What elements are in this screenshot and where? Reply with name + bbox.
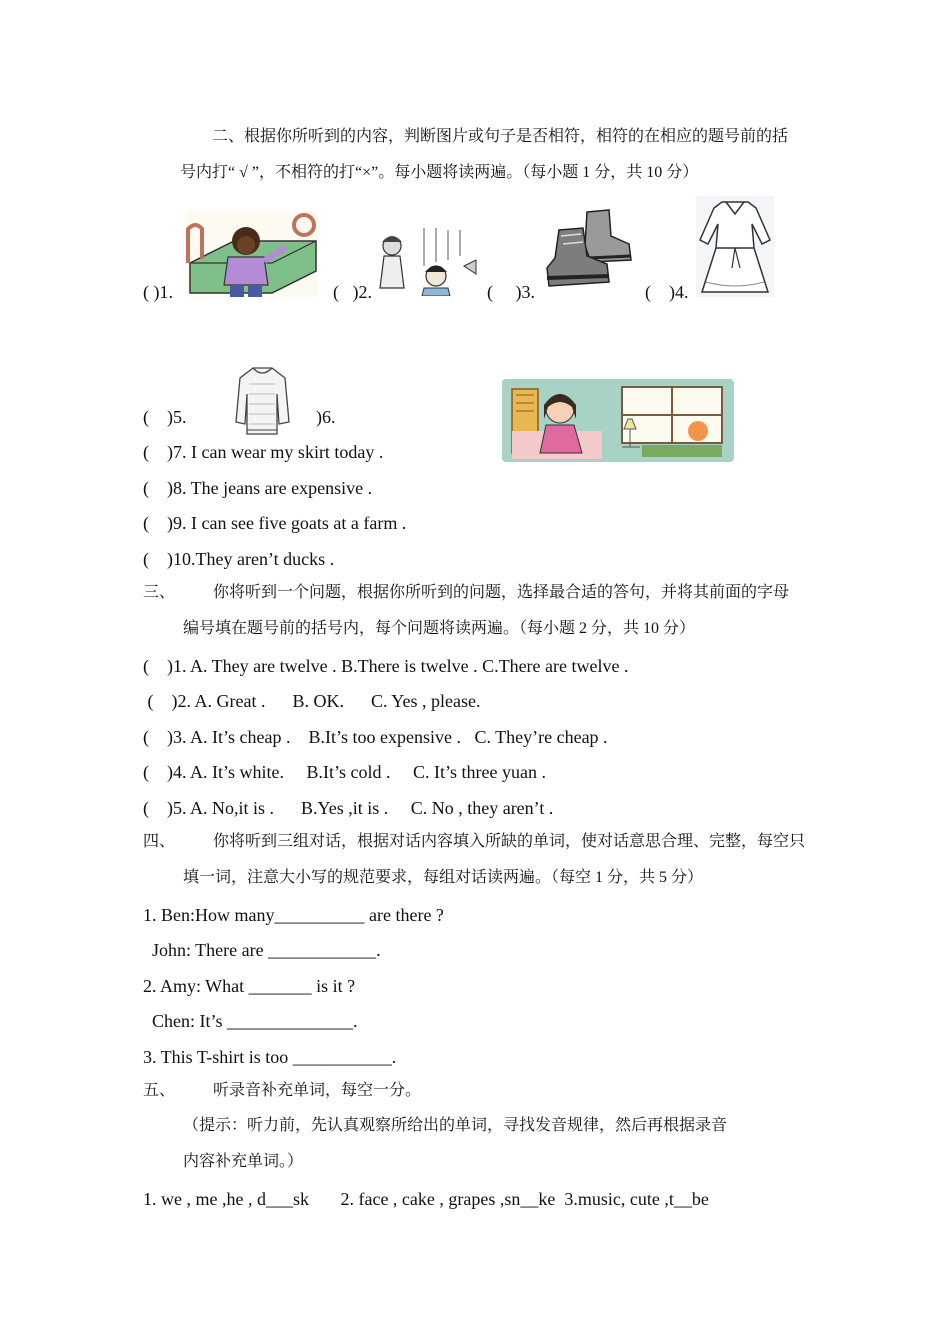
section3-heading-line1: 你将听到一个问题，根据你所听到的问题，选择最合适的答句，并将其前面的字母 xyxy=(213,584,790,601)
section2-item-7: ( )7. I can wear my skirt today . xyxy=(143,442,384,462)
section3-number: 三、 xyxy=(143,584,176,601)
section3-item-3: ( )3. A. It’s cheap . B.It’s too expensive . C. They’re cheap . xyxy=(143,727,608,747)
pic-label-5: ( )5. xyxy=(143,407,187,427)
section5-hint-line1: （提示：听力前，先认真观察所给出的单词，寻找发音规律，然后再根据录音 xyxy=(183,1117,728,1134)
section4-number: 四、 xyxy=(143,833,176,850)
girl-and-boy-picture xyxy=(376,226,482,296)
section5-heading: 听录音补充单词，每空一分。 xyxy=(213,1082,422,1099)
girl-on-bed-picture xyxy=(186,211,318,297)
section3-item-5: ( )5. A. No,it is . B.Yes ,it is . C. No , they aren’t . xyxy=(143,798,554,818)
section4-line-2: John: There are ____________. xyxy=(143,940,381,960)
section3-heading-line2: 编号填在题号前的括号内，每个问题将读两遍。（每小题 2 分，共 10 分） xyxy=(183,620,696,637)
boots-picture xyxy=(545,206,632,290)
section4-line-5: 3. This T-shirt is too ___________. xyxy=(143,1047,397,1067)
pic-label-3: ( )3. xyxy=(487,282,535,302)
section2-item-9: ( )9. I can see five goats at a farm . xyxy=(143,513,407,533)
section5-hint-line2: 内容补充单词。） xyxy=(183,1153,304,1170)
section5-number: 五、 xyxy=(143,1082,176,1099)
pic-label-2: ( )2. xyxy=(333,282,372,302)
girl-at-window-picture xyxy=(502,379,734,462)
section3-item-2: ( )2. A. Great . B. OK. C. Yes , please. xyxy=(143,691,481,711)
pic-label-6: )6. xyxy=(316,407,336,427)
sweater-picture xyxy=(235,364,290,439)
section4-line-3: 2. Amy: What _______ is it ? xyxy=(143,976,356,996)
section2-item-8: ( )8. The jeans are expensive . xyxy=(143,478,373,498)
pic-label-1: ( )1. xyxy=(143,282,173,302)
section4-line-1: 1. Ben:How many__________ are there ? xyxy=(143,905,444,925)
pic-label-4: ( )4. xyxy=(645,282,689,302)
section2-heading-line1: 二、根据你所听到的内容，判断图片或句子是否相符，相符的在相应的题号前的括 xyxy=(212,128,789,145)
section2-item-10: ( )10.They aren’t ducks . xyxy=(143,549,335,569)
section4-line-4: Chen: It’s ______________. xyxy=(143,1011,358,1031)
section4-heading-line2: 填一词，注意大小写的规范要求，每组对话读两遍。（每空 1 分，共 5 分） xyxy=(183,869,704,886)
section4-heading-line1: 你将听到三组对话，根据对话内容填入所缺的单词，使对话意思合理、完整，每空只 xyxy=(213,833,806,850)
dress-picture xyxy=(696,196,774,297)
section3-item-4: ( )4. A. It’s white. B.It’s cold . C. It’s three yuan . xyxy=(143,762,546,782)
section2-heading-line2: 号内打“ √ ”，不相符的打“×”。每小题将读两遍。（每小题 1 分，共 10 分） xyxy=(180,164,699,181)
section3-item-1: ( )1. A. They are twelve . B.There is twelve . C.There are twelve . xyxy=(143,656,629,676)
section5-words-line: 1. we , me ,he , d___sk 2. face , cake , grapes ,sn__ke 3.music, cute ,t__be xyxy=(143,1189,709,1209)
